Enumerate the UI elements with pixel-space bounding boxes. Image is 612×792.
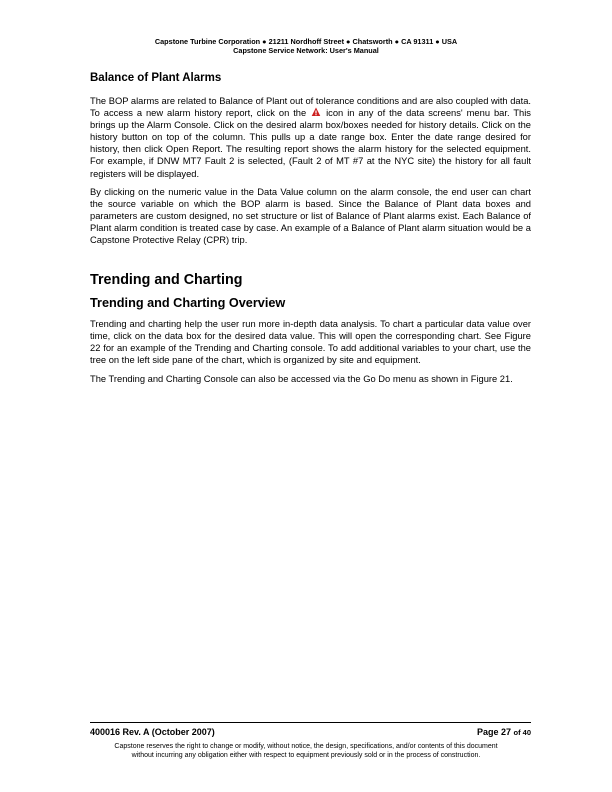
page-content [90,72,531,391]
bop-heading: Balance of Plant Alarms [90,72,222,84]
bop-p1-before-icon: The BOP alarms are related to Balance of Plant out of tolerance conditions and are also coupled with data. To access a new alarm history report, click on the [90,96,531,119]
header-manual-title: Capstone Service Network: User's Manual [233,46,379,55]
trending-paragraph-1: Trending and charting help the user run more in-depth data analysis. To chart a particular data value over time, click on the data box for the desired data value. This will open the corresponding chart. See Figure 22 for an example of the Trending and Charting console. To add additional variables to your chart, use the tree on the left side pane of the chart, which is organized by site and equipment. [90,319,531,366]
bop-paragraph-1 [90,95,531,180]
footer-disclaimer [0,742,612,760]
footer-doc-id: 400016 Rev. A (October 2007) [90,727,215,737]
footer-divider [90,722,531,723]
trending-heading: Trending and Charting [90,272,243,289]
page-header [0,37,612,55]
trending-paragraph-2: The Trending and Charting Console can also be accessed via the Go Do menu as shown in Figure 21. [90,373,513,384]
header-company-line: Capstone Turbine Corporation ● 21211 Nordhoff Street ● Chatsworth ● CA 91311 ● USA [154,37,458,46]
disclaimer-line-2: without incurring any obligation either with respect to equipment previously sold or in the process of construction. [131,752,481,759]
footer-page-number [477,727,531,737]
alarm-bell-icon [311,107,321,117]
footer-page-of: of 40 [513,728,531,737]
bop-paragraph-2: By clicking on the numeric value in the Data Value column on the alarm console, the end user can chart the source variable on which the BOP alarm is based. Since the Balance of Plant data boxes and parameters are custom designed, no set structure or list of Balance of Plant alarms exist. Each Balance of Plant alarm condition is treated case by case. An example of a Balance of Plant alarm situation would be a Capstone Protective Relay (CPR) trip. [90,186,531,246]
bop-p1-after-icon: icon in any of the data screens' menu bar. This brings up the Alarm Console. Click on the desired alarm box/boxes needed for history details. Click on the history button on top of the column. This pulls up a date range box. Enter the date range desired for history, then click Open Report. The resulting report shows the alarm history for the selected equipment. For example, if DNW MT7 Fault 2 is selected, (Fault 2 of MT #7 at the NYC site) the history for all fault registers will be displayed. [90,108,531,179]
disclaimer-line-1: Capstone reserves the right to change or modify, without notice, the design, specifications, and/or contents of this document [114,743,498,750]
footer-page-label: Page 27 [476,727,511,737]
trending-subheading: Trending and Charting Overview [90,296,286,311]
